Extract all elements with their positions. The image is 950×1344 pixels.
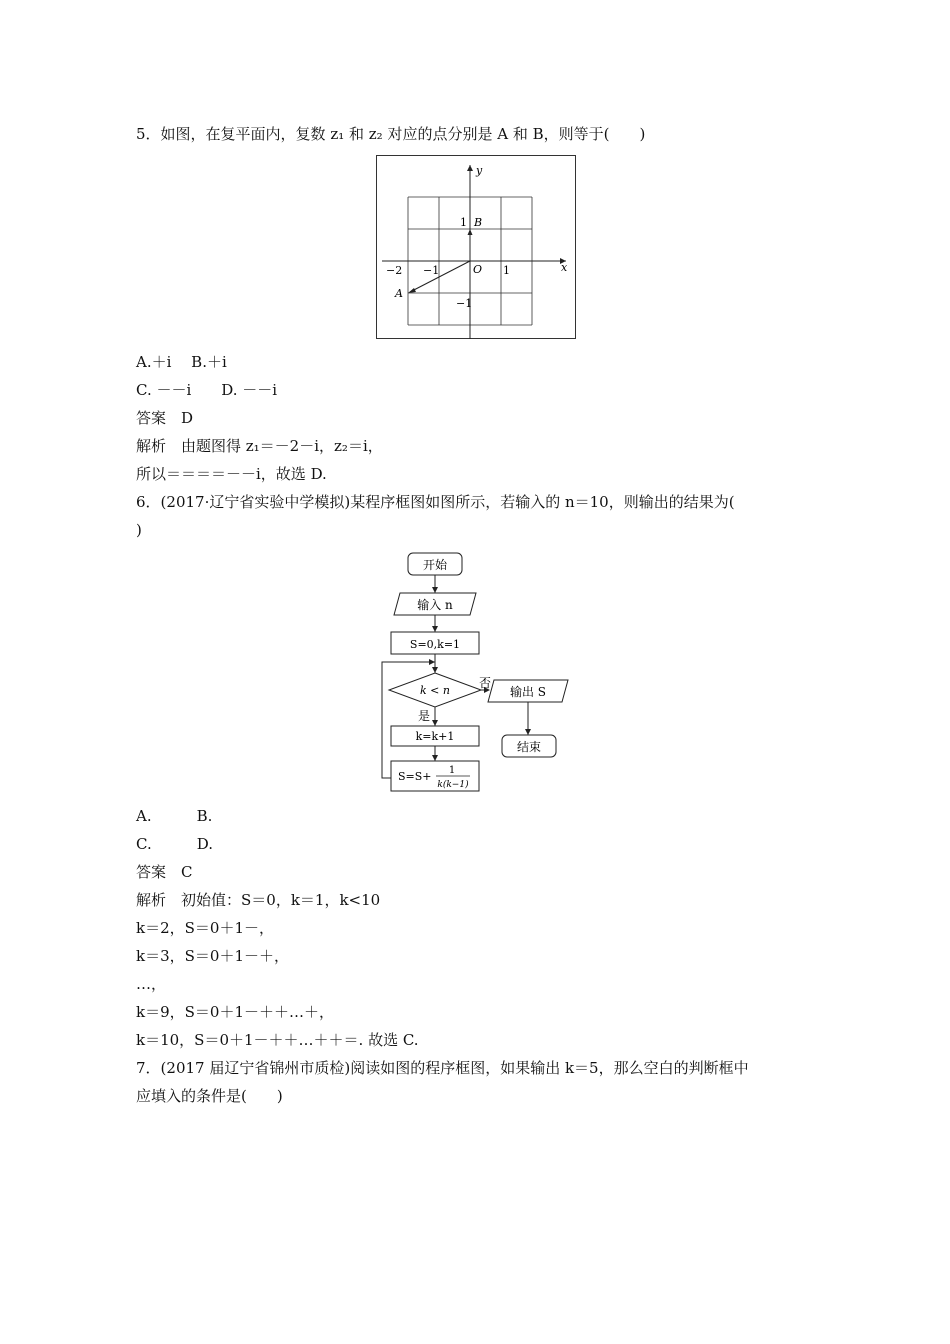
condition-label: k < n	[420, 684, 450, 697]
label-origin: O	[473, 263, 483, 276]
q6-options-row1: A. B.	[136, 807, 213, 825]
tick-neg1: −1	[423, 264, 440, 277]
end-label: 结束	[516, 740, 542, 754]
label-y: y	[476, 164, 483, 177]
start-label: 开始	[422, 558, 448, 572]
q5-options-row2: C. －－i D. －－i	[136, 381, 278, 399]
no-label: 否	[479, 676, 492, 690]
output-label: 输出 S	[509, 685, 547, 699]
q6-answer: 答案 C	[136, 863, 193, 881]
complex-plane-svg	[376, 155, 576, 339]
complex-plane-figure	[376, 155, 576, 339]
flowchart-figure	[378, 548, 578, 796]
tick-pos1-y: 1	[460, 216, 467, 229]
q6-options-row2: C. D.	[136, 835, 213, 853]
y-axis-arrow	[467, 165, 473, 171]
increment-label: k=k+1	[415, 730, 455, 743]
yes-label: 是	[418, 709, 431, 723]
update-denominator: k(k−1)	[437, 780, 469, 790]
label-a: A	[395, 287, 403, 300]
q5-analysis-2: 所以＝＝＝＝－－i，故选 D.	[136, 465, 327, 483]
q6-analysis-1: 解析 初始值：S＝0，k＝1，k<10	[136, 891, 381, 909]
q7-text-1: 7．(2017 届辽宁省锦州市质检)阅读如图的程序框图，如果输出 k＝5，那么空白的判断框中	[136, 1059, 749, 1077]
q6-step: k＝2，S＝0＋1－，	[136, 919, 274, 937]
input-label: 输入 n	[417, 598, 453, 612]
label-b: B	[474, 216, 483, 229]
q6-step: …，	[136, 975, 167, 993]
q6-step: k＝9，S＝0＋1－＋＋…＋，	[136, 1003, 334, 1021]
tick-neg1-y: −1	[456, 297, 473, 310]
q5-analysis-1: 解析 由题图得 z₁＝－2－i，z₂＝i，	[136, 437, 383, 455]
q7-text-2: 应填入的条件是( )	[136, 1087, 283, 1105]
vector-oa-arrow	[408, 288, 416, 293]
figure-frame	[377, 156, 576, 339]
vector-ob-arrow	[468, 229, 473, 235]
q6-text-1: 6．(2017·辽宁省实验中学模拟)某程序框图如图所示，若输入的 n＝10，则输出的结果为(	[136, 493, 735, 511]
q5-answer: 答案 D	[136, 409, 194, 427]
tick-pos1-x: 1	[503, 264, 510, 277]
init-label: S=0,k=1	[409, 638, 461, 651]
update-prefix: S=S+	[398, 770, 432, 783]
q5-text: 5．如图，在复平面内，复数 z₁ 和 z₂ 对应的点分别是 A 和 B，则等于( )	[136, 125, 646, 143]
update-numerator: 1	[448, 765, 456, 776]
flowchart-svg	[378, 548, 578, 796]
label-x: x	[561, 261, 568, 274]
tick-neg2: −2	[386, 264, 403, 277]
q6-text-2: )	[136, 521, 142, 539]
q6-step: k＝3，S＝0＋1－＋，	[136, 947, 289, 965]
vector-oa	[410, 261, 470, 292]
q6-step: k＝10，S＝0＋1－＋＋…＋＋＝. 故选 C.	[136, 1031, 419, 1049]
q5-options-row1: A.＋i B.＋i	[136, 353, 227, 371]
